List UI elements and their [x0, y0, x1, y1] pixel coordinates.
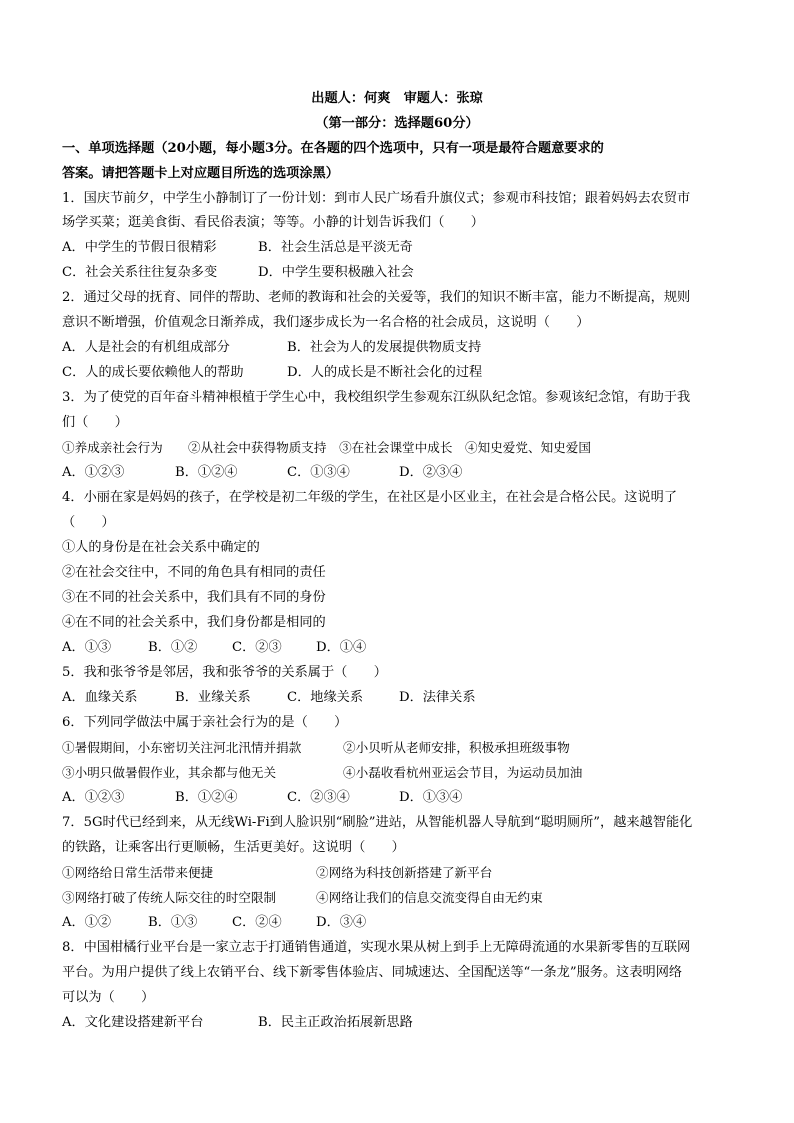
q1-option-d: D．中学生要积极融入社会: [258, 265, 414, 280]
q6-option-c: C．②③④: [287, 790, 350, 805]
q4-stem: 4．小丽在家是妈妈的孩子，在学校是初二年级的学生，在社区是小区业主，在社会是合格公民。这说明了: [62, 490, 678, 505]
q7-option-a: A．①②: [62, 915, 112, 930]
q4-option-c: C．②③: [232, 640, 282, 655]
q8-option-b: B．民主正政治拓展新思路: [258, 1015, 413, 1030]
q7-statement-2: ②网络为科技创新搭建了新平台: [316, 865, 493, 880]
q5-option-c: C．地缘关系: [287, 690, 364, 705]
q1-stem-cont: 场学买菜；逛美食街、看民俗表演；等等。小静的计划告诉我们（ ）: [62, 215, 484, 230]
q4-statement-1: ①人的身份是在社会关系中确定的: [62, 540, 260, 555]
q7-statement-4: ④网络让我们的信息交流变得自由无约束: [316, 890, 543, 905]
q1-stem: 1．国庆节前夕，中学生小静制订了一份计划：到市人民广场看升旗仪式；参观市科技馆；跟着妈妈去农贸市: [62, 191, 691, 206]
q3-option-b: B．①②④: [175, 465, 238, 480]
q4-stem-cont: （ ）: [62, 515, 115, 530]
q8-stem-cont-2: 可以为（ ）: [62, 990, 155, 1005]
q4-statement-3: ③在不同的社会关系中，我们具有不同的身份: [62, 590, 326, 605]
q3-statements: ①养成亲社会行为 ②从社会中获得物质支持 ③在社会课堂中成长 ④知史爱党、知史爱国: [62, 440, 591, 455]
q7-stem: 7．5G时代已经到来，从无线Wi-Fi到人脸识别“刷脸”进站，从智能机器人导航到“聪明厕所”，越来越智能化: [62, 815, 693, 830]
q3-option-c: C．①③④: [287, 465, 350, 480]
q8-stem-cont: 平台。为用户提供了线上农销平台、线下新零售体验店、同城速达、全国配送等“一条龙”服务。这表明网络: [62, 965, 683, 980]
q5-option-d: D．法律关系: [399, 690, 476, 705]
q2-option-c: C．人的成长要依赖他人的帮助: [62, 365, 244, 380]
q6-statement-4: ④小磊收看杭州亚运会节目，为运动员加油: [343, 765, 583, 780]
q2-option-b: B．社会为人的发展提供物质支持: [287, 340, 482, 355]
part-heading: （第一部分：选择题60分）: [315, 116, 479, 131]
q2-option-d: D．人的成长是不断社会化的过程: [287, 365, 483, 380]
exam-authors: 出题人：何爽 审题人：张琼: [311, 91, 483, 106]
q6-option-a: A．①②③: [62, 790, 125, 805]
q8-option-a: A．文化建设搭建新平台: [62, 1015, 204, 1030]
q4-statement-2: ②在社会交往中，不同的角色具有相同的责任: [62, 565, 326, 580]
q6-statement-2: ②小贝听从老师安排，积极承担班级事物: [343, 740, 570, 755]
q6-stem: 6．下列同学做法中属于亲社会行为的是（ ）: [62, 715, 348, 730]
q3-option-a: A．①②③: [62, 465, 125, 480]
q4-option-a: A．①③: [62, 640, 112, 655]
q5-stem: 5．我和张爷爷是邻居，我和张爷爷的关系属于（ ）: [62, 665, 387, 680]
q5-option-b: B．业缘关系: [175, 690, 251, 705]
q7-statement-1: ①网络给日常生活带来便捷: [62, 865, 214, 880]
section-instructions-line1: 一、单项选择题（20小题，每小题3分。在各题的四个选项中，只有一项是最符合题意要求的: [62, 141, 604, 156]
q5-option-a: A．血缘关系: [62, 690, 138, 705]
q3-option-d: D．②③④: [399, 465, 463, 480]
q4-statement-4: ④在不同的社会关系中，我们身份都是相同的: [62, 615, 326, 630]
q3-stem: 3．为了使党的百年奋斗精神根植于学生心中，我校组织学生参观东江纵队纪念馆。参观该纪念馆，有助于我: [62, 390, 691, 405]
q7-option-c: C．②④: [232, 915, 282, 930]
q6-statement-3: ③小明只做暑假作业，其余都与他无关: [62, 765, 277, 780]
q7-option-b: B．①③: [148, 915, 198, 930]
q1-option-b: B．社会生活总是平淡无奇: [258, 240, 413, 255]
q4-option-d: D．①④: [316, 640, 367, 655]
q1-option-c: C．社会关系往往复杂多变: [62, 265, 218, 280]
q6-option-b: B．①②④: [175, 790, 238, 805]
q6-statement-1: ①暑假期间，小东密切关注河北汛情并捐款: [62, 740, 302, 755]
q6-option-d: D．①③④: [399, 790, 463, 805]
q3-stem-cont: 们（ ）: [62, 415, 128, 430]
section-instructions-line2: 答案。请把答题卡上对应题目所选的选项涂黑）: [62, 166, 339, 181]
q2-stem-cont: 意识不断增强，价值观念日渐养成，我们逐步成长为一名合格的社会成员，这说明（ ）: [62, 315, 590, 330]
q4-option-b: B．①②: [148, 640, 198, 655]
q7-statement-3: ③网络打破了传统人际交往的时空限制: [62, 890, 277, 905]
q8-stem: 8．中国柑橘行业平台是一家立志于打通销售通道，实现水果从树上到手上无障碍流通的水果新零售的互联网: [62, 940, 691, 955]
q1-option-a: A．中学生的节假日很精彩: [62, 240, 217, 255]
q7-stem-cont: 的铁路，让乘客出行更顺畅，生活更美好。这说明（ ）: [62, 840, 405, 855]
q2-option-a: A．人是社会的有机组成部分: [62, 340, 230, 355]
q2-stem: 2．通过父母的抚育、同伴的帮助、老师的教诲和社会的关爱等，我们的知识不断丰富，能力不断提高，规则: [62, 290, 691, 305]
q7-option-d: D．③④: [316, 915, 367, 930]
